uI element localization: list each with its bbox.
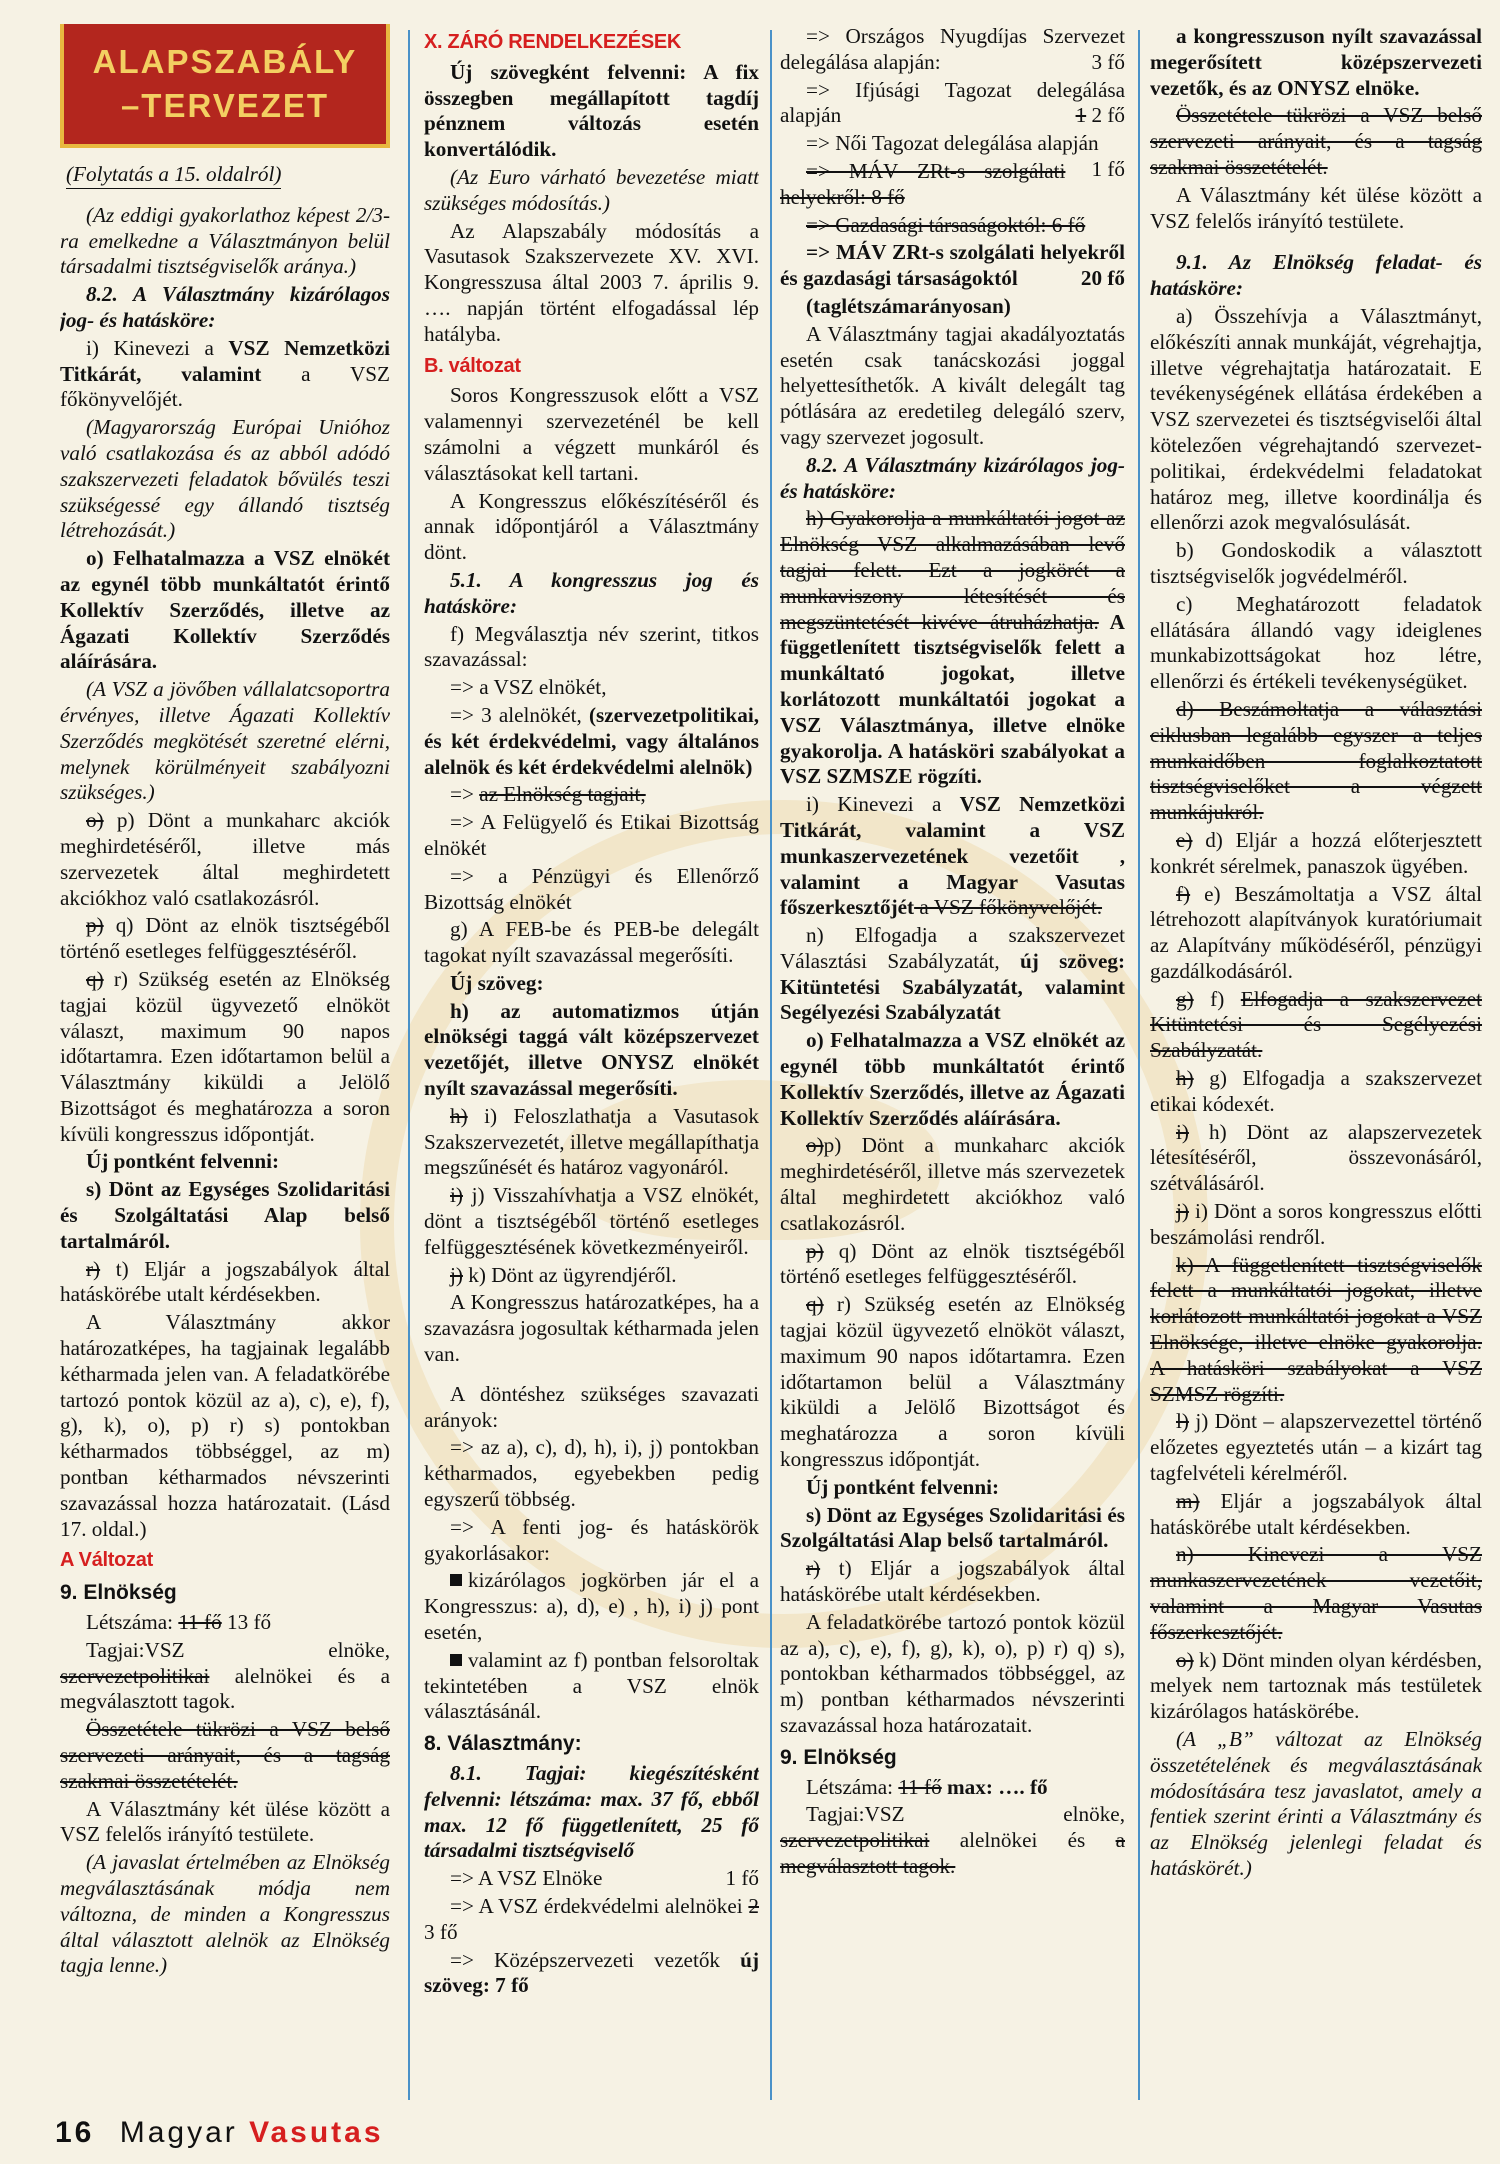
paragraph: (Az Euro várható bevezetése miatt szükséges módosítás.) <box>424 164 759 215</box>
paragraph: a) Összehívja a Választmányt, előkészíti annak munkáját, végrehajtja, illetve végrehajtatja határozatait. E tevékenységének ellátása érdekében a VSZ szervezetei és tisztségviselői által kötelezően végrehajtandó szervezet-politikai, érdekvédelmi feladatokat határoz meg, illetve koordinálja és ellenőrzi azok megvalósulását. <box>1150 303 1482 535</box>
paragraph: Létszáma: 11 fő 13 fő <box>86 1610 272 1635</box>
paragraph: i) Kinevezi a VSZ Nemzetközi Titkárát, valamint a VSZ főkönyvelőjét. <box>60 335 390 412</box>
paragraph: k) A függetlenített tisztségviselők felett a munkáltatói jogokat, illetve korlátozott munkáltatói jogokat a VSZ Elnöksége, illetve elnöke gyakorolja. A hatásköri szabályokat a VSZ SZMSZ rögzíti. <box>1150 1252 1482 1406</box>
paragraph: Új pontként felvenni: <box>806 1474 1000 1499</box>
list-item: => a VSZ elnökét, <box>450 675 607 700</box>
paragraph: o) p) Dönt a munkaharc akciók meghirdetéséről, illetve más szervezetek által meghirdetett akciókhoz való csatlakozásról. <box>60 808 390 910</box>
section-heading: B. változat <box>424 354 521 377</box>
list-item: => Gazdasági társaságoktól: 6 fő <box>806 212 1086 237</box>
paragraph: i) Kinevezi a VSZ Nemzetközi Titkárát, valamint a VSZ munkaszervezetének vezetőit , valamint a Magyar Vasutas főszerkesztőjét a VSZ főkönyvelőjét. <box>780 792 1125 920</box>
paragraph: h) az automatizmos útján elnökségi taggá vált középszervezet vezetőjét, illetve ONYSZ elnökét nyílt szavazással megerősíti. <box>424 998 759 1101</box>
list-item: => A VSZ érdekvédelmi alelnökei 2 3 fő <box>424 1893 759 1944</box>
section-heading: X. ZÁRÓ RENDELKEZÉSEK <box>424 31 682 53</box>
paragraph: h) Gyakorolja a munkáltatói jogot az Elnökség VSZ alkalmazásában levő tagjai felett. Ezt a jogkörét a munkaviszony létesítését és megszüntetését kivéve átruházhatja. A függetlenített tisztségviselők felett a munkáltató jogokat, illetve korlátozott munkáltatói jogokat a VSZ Választmánya, illetve elnöke gyakorolja. A hatásköri szabályokat a VSZ SZMSZE rögzíti. <box>780 506 1125 789</box>
paragraph: f) Megválasztja név szerint, titkos szavazással: <box>424 621 759 672</box>
paragraph: o) Felhatalmazza a VSZ elnökét az egynél több munkáltatót érintő Kollektív Szerződés, illetve az Ágazati Kollektív Szerződés aláírására. <box>780 1028 1125 1130</box>
continued-note: (Folytatás a 15. oldalról) <box>66 162 281 189</box>
magazine-name-accent: Vasutas <box>249 2116 384 2149</box>
paragraph: q) r) Szükség esetén az Elnökség tagjai közül ügyvezető elnököt választ, maximum 90 napos időtartamra. Ezen időtartamon belül a Választmány kiküldi a Jelölő Bizottságot és meghatározza a soron kívüli kongresszus időpontját. <box>60 966 390 1146</box>
paragraph: p) q) Dönt az elnök tisztségéből történő esetleges felfüggesztéséről. <box>60 913 390 964</box>
paragraph: A feladatkörébe tartozó pontok közül az a), c), e), f), g), k), o), p) r) q) s), pontokban kétharmados többséggel, az m) pontban kétharmados névszerinti szavazással hoza határozatait. <box>780 1609 1125 1737</box>
paragraph: h) g) Elfogadja a szakszervezet etikai kódexét. <box>1150 1066 1482 1116</box>
paragraph: h) i) Feloszlathatja a Vasutasok Szakszervezetét, illetve megállapíthatja megszűnését és határoz vagyonáról. <box>424 1103 759 1180</box>
paragraph: n) Elfogadja a szakszervezet Választási Szabályzatát, új szöveg: Kitüntetési Szabályzatát, valamint Segélyezési Szabályzatát <box>780 923 1125 1025</box>
paragraph: r) t) Eljár a jogszabályok által hatáskörébe utalt kérdésekben. <box>60 1256 390 1307</box>
paragraph: (A VSZ a jövőben vállalatcsoportra érvényes, illetve Ágazati Kollektív Szerződés megkötését szeretné elérni, melynek körülményeit szabályozni szükséges.) <box>60 677 390 805</box>
magazine-name: Magyar <box>119 2116 238 2149</box>
list-item: (taglétszámarányosan) <box>806 293 1011 318</box>
section-heading: 8.2. A Választmány kizárólagos jog- és hatásköre: <box>780 452 1125 503</box>
paragraph: g) A FEB-be és PEB-be delegált tagokat nyílt szavazással megerősíti. <box>424 917 759 968</box>
list-item: => A fenti jog- és hatáskörök gyakorlásakor: <box>424 1514 759 1565</box>
paragraph: A Kongresszus határozatképes, ha a szavazásra jogosultak kétharmada jelen van. <box>424 1290 759 1367</box>
paragraph: A Kongresszus előkészítéséről és annak időpontjáról a Választmány dönt. <box>424 488 759 565</box>
column-2 <box>424 24 759 2104</box>
list-item: => Női Tagozat delegálása alapján 1 fő <box>806 131 1125 181</box>
paragraph: a kongresszuson nyílt szavazással megerősített középszervezeti vezetők, és az ONYSZ elnöke. <box>1150 24 1482 100</box>
paragraph: j) i) Dönt a soros kongresszus előtti beszámolási rendről. <box>1150 1199 1482 1249</box>
paragraph: Új szövegként felvenni: A fix összegben megállapított tagdíj pénznem változás esetén konvertálódik. <box>424 59 759 162</box>
paragraph: o) k) Dönt minden olyan kérdésben, melyek nem tartoznak más testületek kizárólagos hatáskörébe. <box>1150 1647 1482 1724</box>
column-divider <box>770 30 772 2100</box>
paragraph: Az Alapszabály módosítás a Vasutasok Szakszervezete XV. XVI. Kongresszusa által 2003 7. április 9. …. napján történt elfogadással lép hatályba. <box>424 218 759 346</box>
paragraph: o) Felhatalmazza a VSZ elnökét az egynél több munkáltatót érintő Kollektív Szerződés, illetve az Ágazati Kollektív Szerződés aláírására. <box>60 546 390 674</box>
paragraph: i) h) Dönt az alapszervezetek létesítéséről, összevonásáról, szétválásáról. <box>1150 1119 1482 1196</box>
paragraph: Új pontként felvenni: <box>86 1149 280 1174</box>
paragraph: q) r) Szükség esetén az Elnökség tagjai közül ügyvezető elnököt választ, maximum 90 napos időtartamra. Ezen időtartamon belül a Választmány kiküldi a Jelölő Bizottságot és meghatározza a soron kívüli kongresszus időpontját. <box>780 1292 1125 1472</box>
paragraph: r) t) Eljár a jogszabályok által hatáskörébe utalt kérdésekben. <box>780 1556 1125 1607</box>
paragraph: p) q) Dönt az elnök tisztségéből történő esetleges felfüggesztéséről. <box>780 1238 1125 1289</box>
paragraph: 8.1. Tagjai: kiegészítésként felvenni: létszáma: max. 37 fő, ebből max. 12 fő függetlenített, 25 fő társadalmi tisztségviselő <box>424 1761 759 1863</box>
paragraph: (Az eddigi gyakorlathoz képest 2/3-ra emelkedne a Választmányon belül társadalmi tisztségviselők aránya.) <box>60 202 390 279</box>
paragraph: s) Dönt az Egységes Szolidaritási és Szolgáltatási Alap belső tartalmáról. <box>60 1177 390 1253</box>
paragraph: A döntéshez szükséges szavazati arányok: <box>424 1381 759 1432</box>
paragraph: o)p) Dönt a munkaharc akciók meghirdetéséről, illetve más szervezetek által meghirdetett akciókhoz való csatlakozásról. <box>780 1133 1125 1235</box>
paragraph: j) k) Dönt az ügyrendjéről. <box>450 1262 677 1287</box>
paragraph: A Választmány két ülése között a VSZ felelős irányító testülete. <box>1150 182 1482 233</box>
column-4 <box>1150 24 1482 2104</box>
list-item: kizárólagos jogkörben jár el a Kongresszus: a), d), e) , h), i) j) pont esetén, <box>424 1568 759 1645</box>
page-footer <box>55 2116 384 2150</box>
paragraph: c) Meghatározott feladatok ellátására állandó vagy ideiglenes munkabizottságokat hoz létre, ellenőrzi és értékeli tevékenységüket. <box>1150 591 1482 694</box>
paragraph: d) Beszámoltatja a választási ciklusban legalább egyszer a teljes munkaidőben foglalkoztatott tisztségviselőket a végzett munkájukról. <box>1150 696 1482 825</box>
title-banner <box>60 24 390 148</box>
column-divider <box>1138 30 1140 2100</box>
paragraph: (A „B” változat az Elnökség összetételének és megválasztásának módosítására tesz javaslatot, amely a fentiek szerint érinti a Választmány és az Elnökség jelenlegi feladat és hatáskörét.) <box>1150 1727 1482 1880</box>
paragraph: Tagjai:VSZ elnöke, szervezetpolitikai alelnökei és a megválasztott tagok. <box>780 1802 1125 1878</box>
paragraph: A Választmány tagjai akadályoztatás esetén csak tanácskozási joggal helyettesíthetők. A kivált delegált tag pótlására az eredetileg delegáló szerv, vagy szervezet jogosult. <box>780 321 1125 449</box>
bullet-icon <box>450 1654 462 1666</box>
column-1 <box>60 24 390 2104</box>
section-heading: A Változat <box>60 1549 153 1572</box>
list-item: => a Pénzügyi és Ellenőrző Bizottság elnökét <box>424 863 759 914</box>
paragraph: Tagjai:VSZ elnöke, szervezetpolitikai alelnökei és a megválasztott tagok. <box>60 1637 390 1714</box>
list-item: => Ifjúsági Tagozat delegálása alapján 1 2 fő <box>780 77 1125 128</box>
paragraph: Soros Kongresszusok előtt a VSZ valamennyi szervezeténél be kell számolni a végzett munkáról és választásokat kell tartani. <box>424 383 759 485</box>
list-item: => az Elnökség tagjait, <box>450 782 646 807</box>
paragraph: A Választmány akkor határozatképes, ha tagjainak legalább kétharmada jelen van. A feladatkörébe tartozó pontok közül az a), c), e), f), g), k), o), p) r) s) pontokban kétharmados többséggel, az m) pontban kétharmados névszerinti szavazással hozza határozatait. (Lásd 17. oldal.) <box>60 1310 390 1541</box>
paragraph: s) Dönt az Egységes Szolidaritási és Szolgáltatási Alap belső tartalmáról. <box>780 1502 1125 1553</box>
banner-line-1: ALAPSZABÁLY <box>92 43 358 80</box>
paragraph: b) Gondoskodik a választott tisztségviselők jogvédelméről. <box>1150 538 1482 588</box>
section-heading: 8.2. A Választmány kizárólagos jog- és hatásköre: <box>60 282 390 332</box>
paragraph: l) j) Dönt – alapszervezettel történő előzetes egyeztetés után – a kizárt tag tagfelvételi kérelméről. <box>1150 1409 1482 1486</box>
paragraph: e) d) Eljár a hozzá előterjesztett konkrét sérelmek, panaszok ügyében. <box>1150 827 1482 878</box>
list-item: => MÁV ZRt-s szolgálati helyekről és gazdasági társaságoktól 20 fő <box>780 240 1125 291</box>
paragraph: f) e) Beszámoltatja a VSZ által létrehozott alapítványok kuratóriumait az Alapítvány működéséről, pénzügyi gazdálkodásáról. <box>1150 881 1482 983</box>
list-item: => A VSZ Elnöke 1 fő <box>450 1866 759 1891</box>
paragraph: (A javaslat értelmében az Elnökség megválasztásának módja nem változna, de minden a Kongresszus által választott alelnök az Elnökség tagja lenne.) <box>60 1850 390 1978</box>
column-3 <box>780 24 1125 2104</box>
bullet-icon <box>450 1574 462 1586</box>
paragraph: Összetétele tükrözi a VSZ belső szervezeti arányait, és a tagság szakmai összetételét. <box>60 1717 390 1793</box>
page-number: 16 <box>55 2116 95 2149</box>
list-item: => Középszervezeti vezetők új szöveg: 7 fő <box>424 1947 759 1998</box>
section-heading: 9. Elnökség <box>780 1745 897 1769</box>
paragraph: Összetétele tükrözi a VSZ belső szervezeti arányait, és a tagság szakmai összetételét. <box>1150 103 1482 179</box>
paragraph: n) Kinevezi a VSZ munkaszervezetének vezetőit, valamint a Magyar Vasutas főszerkesztőjét. <box>1150 1542 1482 1644</box>
paragraph: g) f) Elfogadja a szakszervezet Kitüntetési és Segélyezési Szabályzatát. <box>1150 986 1482 1063</box>
paragraph: (Magyarország Európai Unióhoz való csatlakozása és az abból adódó szakszervezeti feladatok bővülés teszi szükségessé egy állandó tisztség létrehozását.) <box>60 415 390 543</box>
section-heading: 9. Elnökség <box>60 1581 177 1605</box>
section-heading: 5.1. A kongresszus jog és hatásköre: <box>424 567 759 618</box>
paragraph: m) Eljár a jogszabályok által hatáskörébe utalt kérdésekben. <box>1150 1488 1482 1539</box>
banner-line-2: –TERVEZET <box>120 87 330 124</box>
list-item: => 3 alelnökét, (szervezetpolitikai, és két érdekvédelmi, vagy általános alelnök és két érdekvédelmi alelnök) <box>424 702 759 779</box>
list-item: => az a), c), d), h), i), j) pontokban kétharmados, egyebekben pedig egyszerű többség. <box>424 1435 759 1512</box>
list-item: => A Felügyelő és Etikai Bizottság elnökét <box>424 810 759 860</box>
list-item: => Országos Nyugdíjas Szervezet delegálása alapján: 3 fő <box>780 24 1125 74</box>
section-heading: 8. Választmány: <box>424 1732 582 1756</box>
column-divider <box>408 30 410 2100</box>
list-item: => MÁV ZRt-s szolgálati helyekről: 8 fő <box>780 158 1066 209</box>
paragraph: i) j) Visszahívhatja a VSZ elnökét, dönt a tisztségéből történő esetleges felfüggesztésének következményeiről. <box>424 1183 759 1259</box>
section-heading: 9.1. Az Elnökség feladat- és hatásköre: <box>1150 250 1482 301</box>
paragraph: Létszáma: 11 fő max: …. fő <box>806 1774 1048 1799</box>
paragraph: A Választmány két ülése között a VSZ felelős irányító testülete. <box>60 1796 390 1847</box>
list-item: valamint az f) pontban felsoroltak tekintetében a VSZ elnök választásánál. <box>424 1647 759 1724</box>
paragraph: Új szöveg: <box>450 970 544 995</box>
